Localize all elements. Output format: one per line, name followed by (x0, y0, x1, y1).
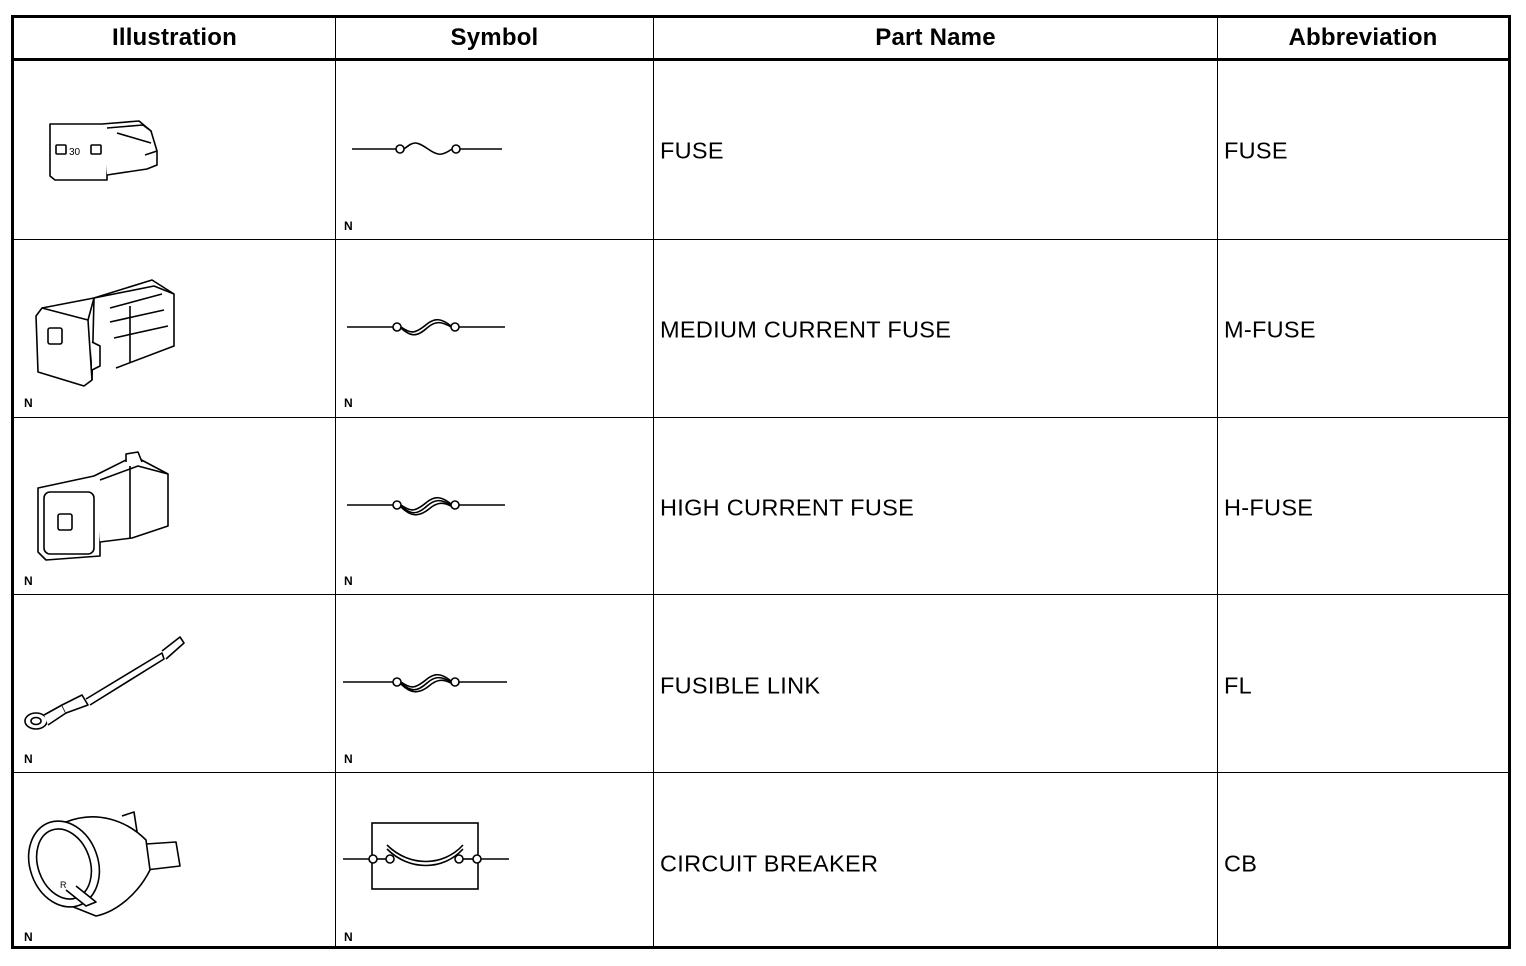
svg-text:R: R (60, 880, 67, 890)
header-symbol: Symbol (450, 24, 539, 51)
fusible-link-illustration-icon (22, 633, 187, 737)
svg-text:30: 30 (69, 147, 81, 158)
medium-current-fuse-illustration-icon (34, 276, 179, 386)
note-mark: N (24, 574, 33, 588)
part-name: FUSE (660, 137, 724, 164)
column-divider (653, 18, 654, 946)
abbreviation: M-FUSE (1224, 316, 1316, 343)
abbreviation: H-FUSE (1224, 494, 1314, 521)
note-mark: N (24, 396, 33, 410)
part-name: MEDIUM CURRENT FUSE (660, 316, 952, 343)
high-fuse-symbol-icon (347, 493, 507, 517)
header-part-name: Part Name (875, 24, 996, 51)
circuit-breaker-illustration-icon (26, 810, 186, 920)
high-current-fuse-illustration-icon (34, 452, 174, 564)
column-divider (335, 18, 336, 946)
note-mark: N (344, 574, 353, 588)
row-divider (14, 417, 1508, 418)
medium-fuse-symbol-icon (347, 316, 507, 338)
part-name: HIGH CURRENT FUSE (660, 494, 915, 521)
abbreviation: FL (1224, 672, 1253, 699)
fusible-link-symbol-icon (343, 670, 511, 694)
header-abbreviation: Abbreviation (1288, 24, 1438, 51)
note-mark: N (344, 752, 353, 766)
row-divider (14, 772, 1508, 773)
fuse-symbol-icon (352, 139, 504, 159)
circuit-breaker-symbol-icon (343, 821, 511, 891)
note-mark: N (344, 396, 353, 410)
abbreviation: CB (1224, 850, 1258, 877)
note-mark: N (24, 752, 33, 766)
part-name: FUSIBLE LINK (660, 672, 821, 699)
header-illustration: Illustration (111, 24, 238, 51)
blade-fuse-illustration-icon (47, 119, 167, 189)
parts-table (11, 15, 1511, 949)
note-mark: N (344, 219, 353, 233)
header-divider (14, 58, 1508, 61)
note-mark: N (24, 930, 33, 944)
row-divider (14, 594, 1508, 595)
column-divider (1217, 18, 1218, 946)
row-divider (14, 239, 1508, 240)
note-mark: N (344, 930, 353, 944)
abbreviation: FUSE (1224, 137, 1288, 164)
part-name: CIRCUIT BREAKER (660, 850, 879, 877)
